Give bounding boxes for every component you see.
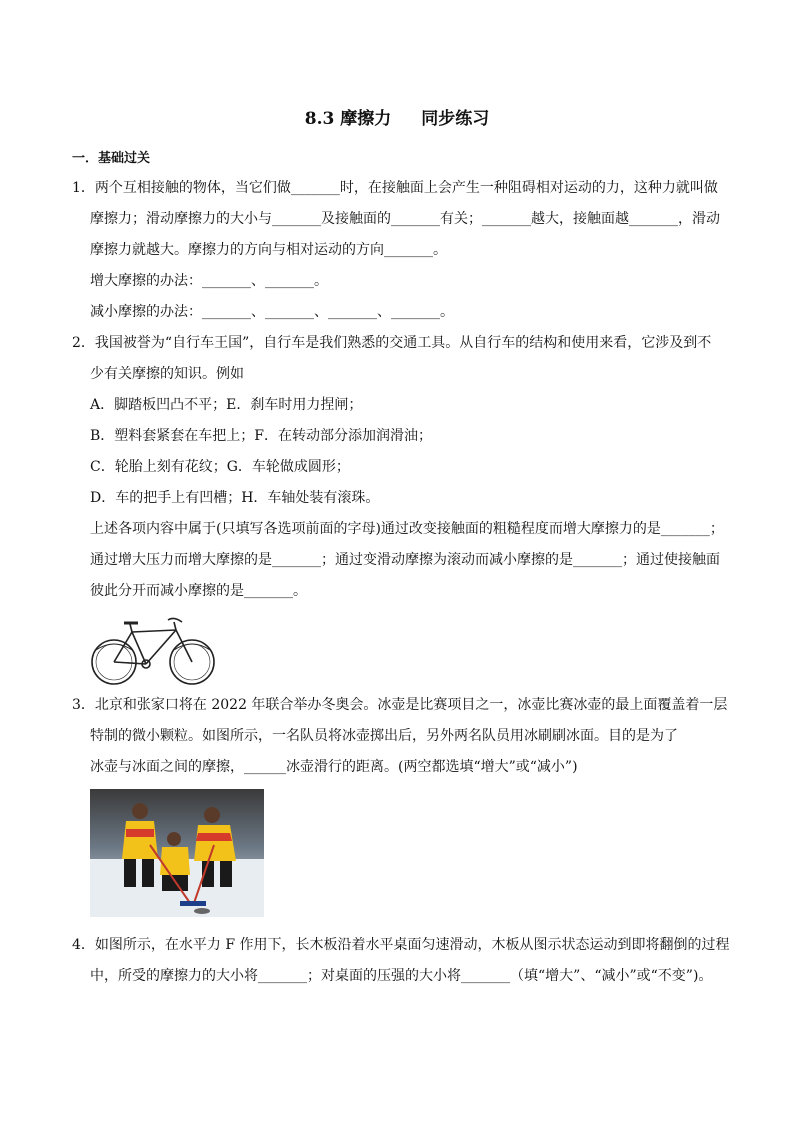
q4-line-2: 中，所受的摩擦力的大小将_______；对桌面的压强的大小将_______（填“增大”、“减小”或“不变”)。 — [90, 968, 713, 984]
q2-option-c-g: C．轮胎上刻有花纹；G．车轮做成圆形； — [90, 459, 350, 475]
q1-line-3: 摩擦力就越大。摩擦力的方向与相对运动的方向_______。 — [90, 242, 447, 258]
title-part1: 8.3 摩擦力 — [304, 109, 392, 129]
q2-line-9: 彼此分开而减小摩擦的是_______。 — [90, 583, 307, 599]
q2-option-a-e: A．脚踏板凹凸不平；E．刹车时用力捏闸； — [90, 397, 363, 413]
q1-line-4: 增大摩擦的办法：_______、_______。 — [90, 273, 328, 289]
title-part2: 同步练习 — [421, 109, 490, 129]
curling-photo — [90, 789, 264, 917]
q1-line-5: 减小摩擦的办法：_______、_______、_______、_______。 — [90, 304, 454, 320]
q1-line-2: 摩擦力；滑动摩擦力的大小与_______及接触面的_______有关；_______越大，接触面越_______，滑动 — [90, 211, 720, 227]
page-title — [0, 104, 794, 129]
q2-line-2: 少有关摩擦的知识。例如 — [90, 366, 244, 382]
q2-option-b-f: B．塑料套紧套在车把上；F．在转动部分添加润滑油； — [90, 428, 433, 444]
q2-line-8: 通过增大压力而增大摩擦的是_______；通过变滑动摩擦为滚动而减小摩擦的是_______；通过使接触面 — [90, 552, 720, 568]
bicycle-image — [88, 612, 220, 690]
q2-line-1: 2．我国被誉为“自行车王国”，自行车是我们熟悉的交通工具。从自行车的结构和使用来看，它涉及到不 — [72, 335, 712, 351]
q3-line-2: 特制的微小颗粒。如图所示，一名队员将冰壶掷出后，另外两名队员用冰刷刷冰面。目的是为了 — [90, 728, 678, 744]
q2-line-7: 上述各项内容中属于(只填写各选项前面的字母)通过改变接触面的粗糙程度而增大摩擦力的是_______； — [90, 521, 724, 537]
q4-line-1: 4．如图所示，在水平力 F 作用下，长木板沿着水平桌面匀速滑动，木板从图示状态运动到即将翻倒的过程 — [72, 937, 730, 953]
q1-line-1: 1．两个互相接触的物体，当它们做_______时，在接触面上会产生一种阻碍相对运动的力，这种力就叫做 — [72, 180, 718, 196]
section-heading: 一．基础过关 — [72, 151, 151, 166]
q3-line-3: 冰壶与冰面之间的摩擦，______冰壶滑行的距离。(两空都选填“增大”或“减小”) — [90, 759, 578, 775]
q2-option-d-h: D．车的把手上有凹槽；H．车轴处装有滚珠。 — [90, 490, 380, 506]
q3-line-1: 3．北京和张家口将在 2022 年联合举办冬奥会。冰壶是比赛项目之一，冰壶比赛冰壶的最上面覆盖着一层 — [72, 697, 728, 713]
